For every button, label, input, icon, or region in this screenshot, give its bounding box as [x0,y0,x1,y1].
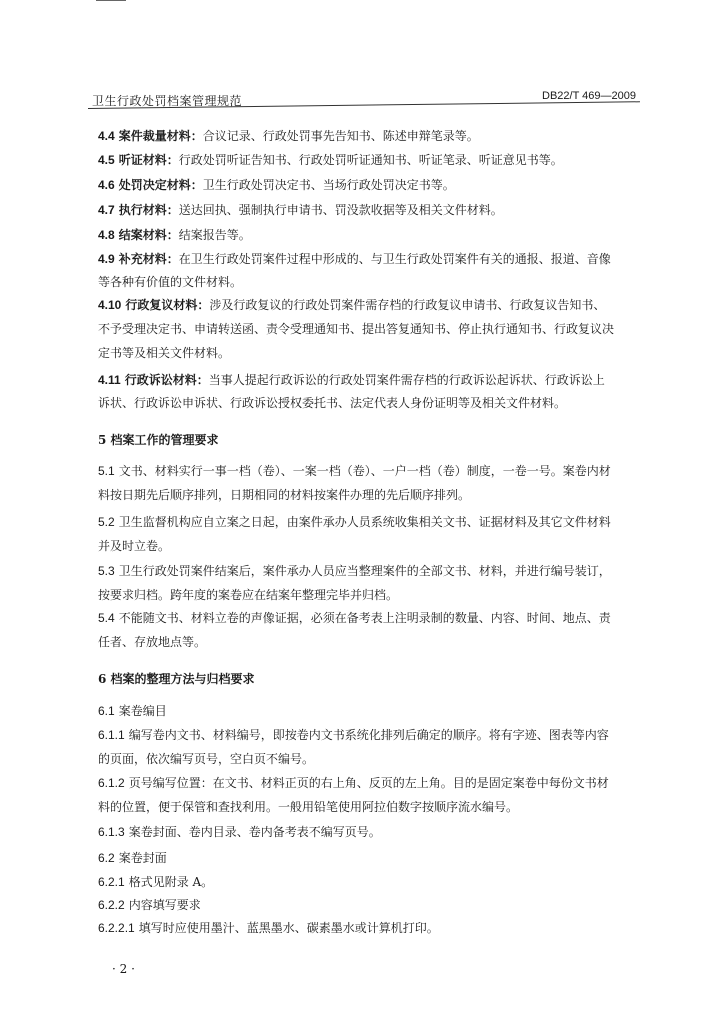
clause-6-1-3: 6.1.3 案卷封面、卷内目录、卷内备考表不编写页号。 [98,825,381,839]
clause-4-5: 4.5 听证材料：行政处罚听证告知书、行政处罚听证通知书、听证笔录、听证意见书等。 [98,153,563,167]
section-6-heading: 6 档案的整理方法与归档要求 [98,672,255,686]
clause-4-10: 4.10 行政复议材料：涉及行政复议的行政处罚案件需存档的行政复议申请书、行政复议告知书、 [98,298,606,312]
clause-4-11-cont: 诉状、行政诉讼申诉状、行政诉讼授权委托书、法定代表人身份证明等及相关文件材料。 [98,396,567,410]
clause-4-11: 4.11 行政诉讼材料：当事人提起行政诉讼的行政处罚案件需存档的行政诉讼起诉状、行政诉讼上 [98,373,605,387]
clause-4-7: 4.7 执行材料：送达回执、强制执行申请书、罚没款收据等及相关文件材料。 [98,203,503,217]
clause-4-9: 4.9 补充材料：在卫生行政处罚案件过程中形成的、与卫生行政处罚案件有关的通报、报道、音像 [98,252,611,266]
clause-5-1-cont: 料按日期先后顺序排列，日期相同的材料按案件办理的先后顺序排列。 [98,488,471,502]
clause-6-2-2: 6.2.2 内容填写要求 [98,898,201,912]
clause-4-6: 4.6 处罚决定材料：卫生行政处罚决定书、当场行政处罚决定书等。 [98,178,455,192]
clause-6-1: 6.1 案卷编目 [98,704,167,718]
clause-6-1-2: 6.1.2 页号编写位置：在文书、材料正页的右上角、反页的左上角。目的是固定案卷中每份文书材 [98,776,609,790]
page-number: · 2 · [112,962,135,976]
scan-edge-mark [96,0,126,1]
header-standard-code: DB22/T 469—2009 [542,90,636,102]
clause-6-2-1: 6.2.1 格式见附录 A。 [98,875,214,889]
clause-6-1-1-cont: 的页面，依次编写页号，空白页不编号。 [98,752,315,766]
clause-5-2: 5.2 卫生监督机构应自立案之日起，由案件承办人员系统收集相关文书、证据材料及其它文件材料 [98,515,611,529]
clause-5-4-cont: 任者、存放地点等。 [98,635,207,649]
clause-4-9-cont: 等各种有价值的文件材料。 [98,275,243,289]
clause-4-8: 4.8 结案材料：结案报告等。 [98,228,251,242]
clause-6-2: 6.2 案卷封面 [98,851,167,865]
clause-4-10-cont-1: 不予受理决定书、申请转送函、责令受理通知书、提出答复通知书、停止执行通知书、行政复议决 [98,322,615,336]
clause-5-2-cont: 并及时立卷。 [98,539,171,553]
clause-5-3-cont: 按要求归档。跨年度的案卷应在结案年整理完毕并归档。 [98,588,399,602]
clause-6-1-2-cont: 料的位置，便于保管和查找利用。一般用铅笔使用阿拉伯数字按顺序流水编号。 [98,800,519,814]
header-title: 卫生行政处罚档案管理规范 [92,94,243,108]
clause-6-1-1: 6.1.1 编写卷内文书、材料编号，即按卷内文书系统化排列后确定的顺序。将有字迹、图表等内容 [98,728,609,742]
clause-4-4: 4.4 案件裁量材料：合议记录、行政处罚事先告知书、陈述申辩笔录等。 [98,129,479,143]
clause-4-10-cont-2: 定书等及相关文件材料。 [98,346,231,360]
clause-5-1: 5.1 文书、材料实行一事一档（卷）、一案一档（卷）、一户一档（卷）制度，一卷一号。案卷内材 [98,464,611,478]
clause-5-4: 5.4 不能随文书、材料立卷的声像证据，必须在备考表上注明录制的数量、内容、时间、地点、责 [98,611,611,625]
section-5-heading: 5 档案工作的管理要求 [98,433,219,447]
clause-6-2-2-1: 6.2.2.1 填写时应使用墨汁、蓝黑墨水、碳素墨水或计算机打印。 [98,921,439,935]
clause-5-3: 5.3 卫生行政处罚案件结案后，案件承办人员应当整理案件的全部文书、材料，并进行编号装订， [98,564,611,578]
